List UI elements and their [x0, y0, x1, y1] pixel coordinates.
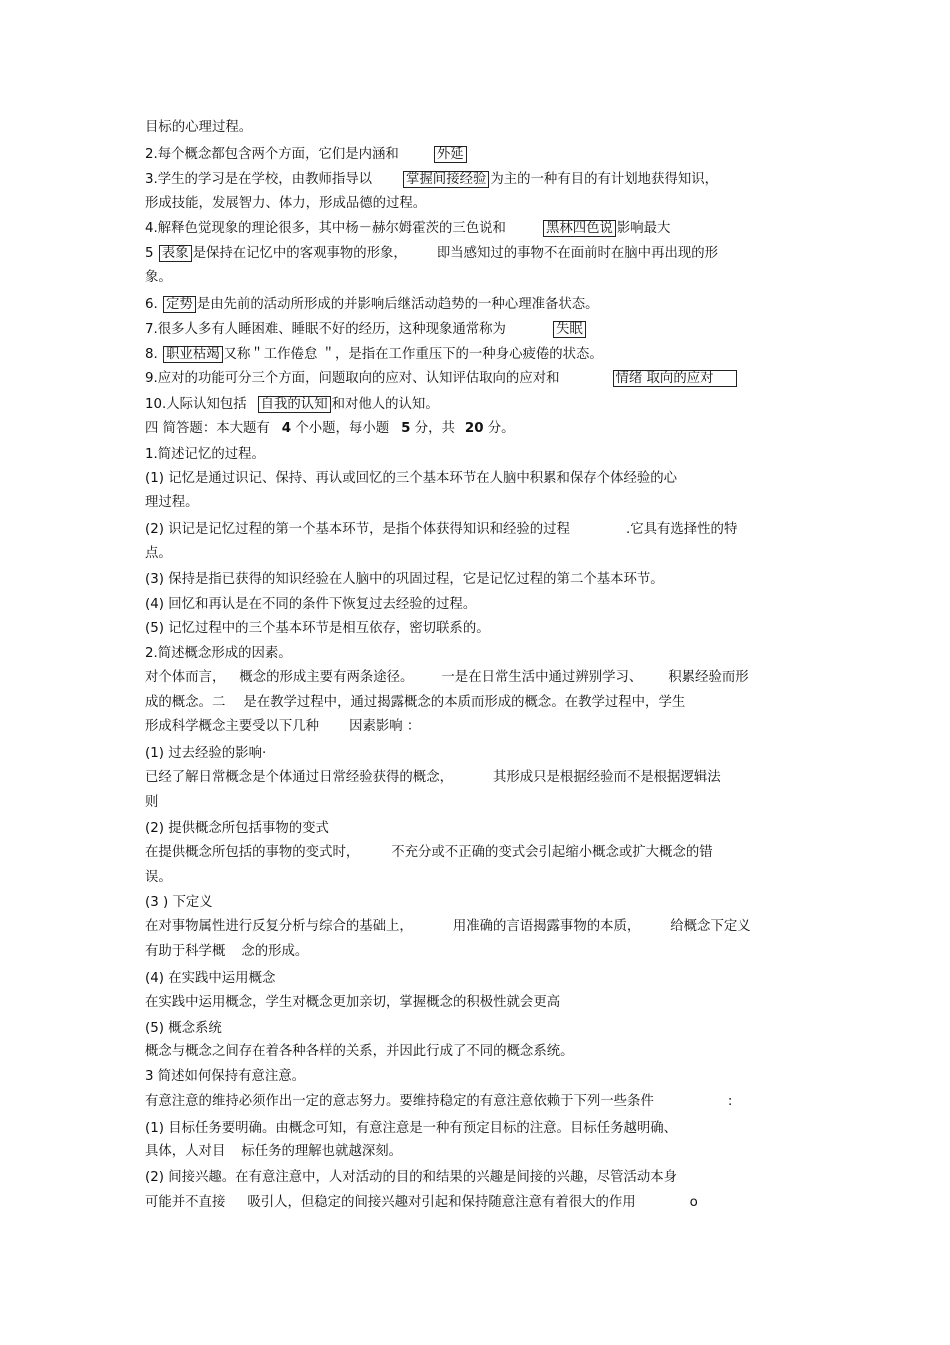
line-text: 标任务的理解也就越深刻。	[241, 1144, 403, 1159]
line-text: (2) 间接兴趣。在有意注意中，人对活动的目的和结果的兴趣是间接的兴趣，尽管活动本身	[145, 1170, 678, 1185]
section-text: 分。	[487, 421, 515, 436]
line-text: (5) 概念系统	[145, 1021, 222, 1036]
line-text: (3 ) 下定义	[145, 895, 213, 910]
answer-box: 情绪 取向的应对	[613, 370, 737, 387]
line-text: 可能并不直接	[145, 1195, 226, 1210]
line-text: (2) 提供概念所包括事物的变式	[145, 821, 329, 836]
line-text: 则	[145, 795, 159, 810]
text-line	[145, 718, 420, 736]
answer-box: 表象	[159, 245, 192, 262]
fill-in-question-10	[145, 396, 439, 414]
text-line	[145, 119, 252, 137]
line-text: 3 简述如何保持有意注意。	[145, 1069, 306, 1084]
line-text: 点。	[145, 546, 172, 561]
line-text: 对个体而言，	[145, 670, 226, 685]
line-text: 误。	[145, 870, 172, 885]
line-text: 不充分或不正确的变式会引起缩小概念或扩大概念的错	[391, 845, 713, 860]
text-line	[145, 869, 172, 887]
question-text: 为主的一种有目的有计划地获得知识，	[490, 172, 719, 187]
fill-in-question-9	[145, 370, 738, 388]
text-line	[145, 794, 158, 812]
answer-box: 外延	[434, 146, 467, 163]
line-text: 已经了解日常概念是个体通过日常经验获得的概念，	[145, 770, 453, 785]
line-text: 概念与概念之间存在着各种各样的关系，并因此行成了不同的概念系统。	[145, 1044, 574, 1059]
fill-in-question-4	[145, 220, 670, 238]
text-line	[145, 1020, 222, 1038]
line-text: 吸引人，但稳定的间接兴趣对引起和保持随意注意有着很大的作用	[247, 1195, 636, 1210]
text-line	[145, 994, 560, 1012]
line-text: 概念的形成主要有两条途径。	[239, 670, 414, 685]
text-line	[145, 1043, 574, 1061]
text-line	[145, 820, 329, 838]
text-line	[145, 1194, 698, 1212]
text-line	[145, 943, 308, 961]
line-text: :	[727, 1094, 733, 1109]
text-line	[145, 494, 199, 512]
line-text: 在提供概念所包括的事物的变式时，	[145, 845, 360, 860]
question-text: 10.人际认知包括	[145, 397, 247, 412]
points-each: 5	[401, 421, 411, 436]
line-text: 是在教学过程中，通过揭露概念的本质而形成的概念。在教学过程中，学生	[243, 695, 686, 710]
section-text: 分，共	[414, 421, 455, 436]
question-text: 即当感知过的事物不在面前时在脑中再出现的形	[436, 246, 719, 261]
points-total: 20	[464, 421, 484, 436]
fill-in-question-3	[145, 171, 718, 189]
line-text: 有意注意的维持必须作出一定的意志努力。要维持稳定的有意注意依赖于下列一些条件	[145, 1094, 654, 1109]
text-line	[145, 844, 713, 862]
fill-in-question-2	[145, 146, 468, 164]
fill-in-question-7	[145, 321, 587, 339]
section-title: 四 简答题：本大题有	[145, 421, 270, 436]
line-text: 在实践中运用概念，学生对概念更加亲切，掌握概念的积极性就会更高	[145, 995, 561, 1010]
text-line	[145, 521, 737, 539]
section-text: 个小题，每小题	[295, 421, 390, 436]
text-line	[145, 269, 172, 287]
text-line	[145, 669, 749, 687]
question-count: 4	[281, 421, 292, 436]
line-text: 形成技能，发展智力、体力，形成品德的过程。	[145, 196, 427, 211]
text-line	[145, 1093, 732, 1111]
answer-box: 定势	[163, 296, 196, 313]
line-text: 念的形成。	[241, 944, 309, 959]
line-text: 具体，人对目	[145, 1144, 226, 1159]
question-text: 4.解释色觉现象的理论很多，其中杨－赫尔姆霍茨的三色说和	[145, 221, 506, 236]
line-text: 有助于科学概	[145, 944, 226, 959]
question-text: 9.应对的功能可分三个方面，问题取向的应对、认知评估取向的应对和	[145, 371, 560, 386]
line-text: (2) 识记是记忆过程的第一个基本环节，是指个体获得知识和经验的过程	[145, 522, 570, 537]
question-text: 和对他人的认知。	[331, 397, 439, 412]
question-number: 8.	[145, 347, 158, 362]
question-title	[145, 446, 265, 464]
line-text: 理过程。	[145, 495, 199, 510]
question-text: 3.学生的学习是在学校，由教师指导以	[145, 172, 373, 187]
question-text: 影响最大	[616, 221, 671, 236]
fill-in-question-8	[145, 346, 603, 364]
text-line	[145, 694, 685, 712]
line-text: 2.简述概念形成的因素。	[145, 646, 292, 661]
question-text: 又称＂工作倦怠 ＂，是指在工作重压下的一种身心疲倦的状态。	[223, 347, 603, 362]
line-text: (1) 过去经验的影响·	[145, 746, 267, 761]
line-text: 给概念下定义	[670, 919, 751, 934]
answer-box: 掌握间接经验	[403, 171, 489, 188]
text-line	[145, 1169, 677, 1187]
answer-box: 职业枯竭	[163, 346, 223, 363]
line-text: 其形成只是根据经验而不是根据逻辑法	[492, 770, 721, 785]
text-line	[145, 918, 751, 936]
answer-box: 黑林四色说	[543, 220, 616, 237]
line-text: (5) 记忆过程中的三个基本环节是相互依存，密切联系的。	[145, 621, 490, 636]
text-line	[145, 470, 677, 488]
text-line	[145, 1120, 677, 1138]
question-text: 是保持在记忆中的客观事物的形象，	[192, 246, 407, 261]
line-text: (1) 记忆是通过识记、保持、再认或回忆的三个基本环节在人脑中积累和保存个体经验的心	[145, 471, 678, 486]
section-heading	[145, 420, 515, 438]
line-text: (3) 保持是指已获得的知识经验在人脑中的巩固过程，它是记忆过程的第二个基本环节。	[145, 572, 664, 587]
line-text: .它具有选择性的特	[625, 522, 738, 537]
answer-box: 失眠	[553, 321, 586, 338]
line-text: (4) 在实践中运用概念	[145, 971, 276, 986]
text-line	[145, 620, 490, 638]
question-title	[145, 645, 292, 663]
question-text: 2.每个概念都包含两个方面，它们是内涵和	[145, 147, 399, 162]
text-line	[145, 894, 213, 912]
text-line	[145, 596, 476, 614]
question-text: 是由先前的活动所形成的并影响后继活动趋势的一种心理准备状态。	[196, 297, 599, 312]
line-text: 积累经验而形	[668, 670, 749, 685]
text-line	[145, 745, 266, 763]
line-text: 象。	[145, 270, 172, 285]
answer-box: 自我的认知	[258, 396, 331, 413]
line-text: 成的概念。二	[145, 695, 226, 710]
line-text: 形成科学概念主要受以下几种	[145, 719, 320, 734]
text-line	[145, 571, 664, 589]
text-line	[145, 769, 721, 787]
line-text: 用准确的言语揭露事物的本质，	[452, 919, 641, 934]
line-text: 在对事物属性进行反复分析与综合的基础上，	[145, 919, 413, 934]
question-title	[145, 1068, 305, 1086]
question-number: 5	[145, 246, 154, 261]
line-text: 1.简述记忆的过程。	[145, 447, 265, 462]
question-text: 7.很多人多有人睡困难、睡眠不好的经历，这种现象通常称为	[145, 322, 506, 337]
text-line	[145, 1143, 402, 1161]
line-text: 因素影响 ：	[349, 719, 421, 734]
line-text: 一是在日常生活中通过辨别学习、	[441, 670, 643, 685]
text-line	[145, 970, 275, 988]
line-text: 目标的心理过程。	[145, 120, 253, 135]
line-text: (1) 目标任务要明确。由概念可知，有意注意是一种有预定目标的注意。目标任务越明确、	[145, 1121, 678, 1136]
line-text: (4) 回忆和再认是在不同的条件下恢复过去经验的过程。	[145, 597, 477, 612]
text-line	[145, 195, 426, 213]
line-text: o	[689, 1195, 698, 1210]
fill-in-question-6	[145, 296, 599, 314]
text-line	[145, 545, 172, 563]
fill-in-question-5	[145, 245, 718, 263]
question-number: 6.	[145, 297, 158, 312]
